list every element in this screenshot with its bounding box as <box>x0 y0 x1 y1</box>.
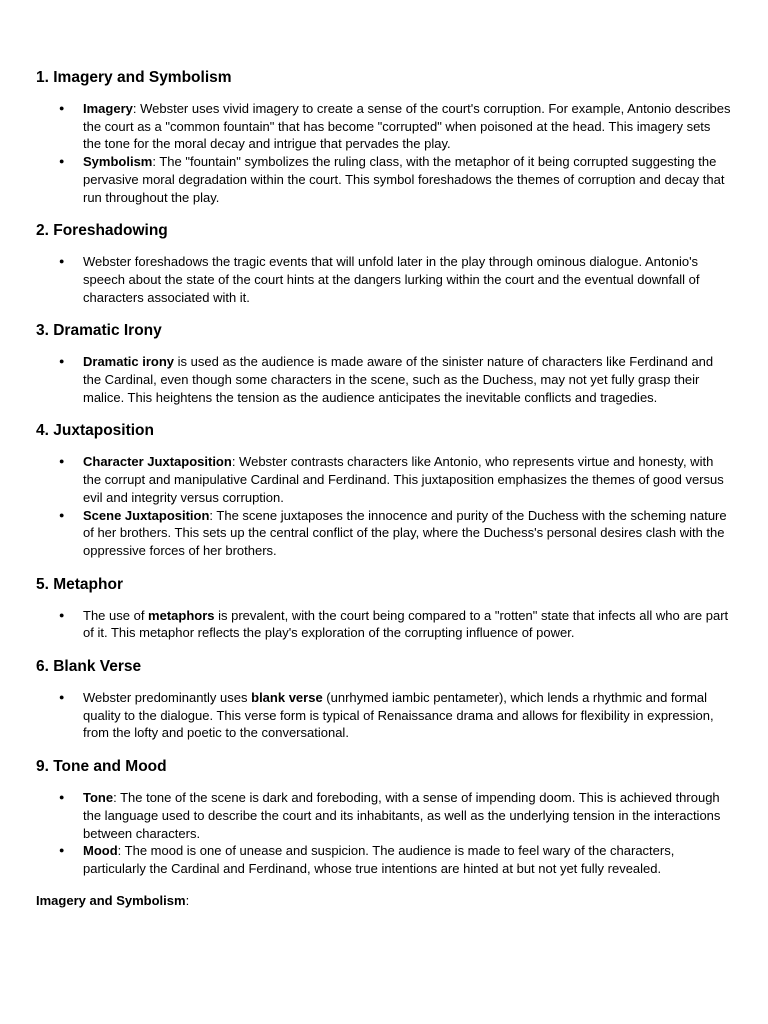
section-heading: 4. Juxtaposition <box>36 422 154 440</box>
bullet-term: Dramatic irony <box>83 354 175 370</box>
bullet-term: Mood <box>83 843 118 859</box>
bullet-item <box>36 153 732 206</box>
bullet-item <box>36 453 732 506</box>
bullet-list <box>36 689 732 742</box>
bullet-item <box>36 100 732 153</box>
section-heading: 9. Tone and Mood <box>36 758 167 776</box>
bullet-item <box>36 353 732 406</box>
section-spacer <box>36 742 732 756</box>
bullet-list <box>36 789 732 878</box>
bullet-text: : Webster contrasts characters like Antonio, who represents virtue and honesty, with the corrupt and manipulative Cardinal and Ferdinand. This juxtaposition emphasizes the themes of good versus evil and integrity versus corruption. <box>83 454 724 505</box>
section-spacer <box>36 642 732 656</box>
bullet-text: : The tone of the scene is dark and foreboding, with a sense of impending doom. This is achieved through the language used to describe the court and its inhabitants, as well as the underlying tension in the interactions between characters. <box>83 790 721 841</box>
bullet-term: blank verse <box>251 690 323 706</box>
section <box>36 320 732 406</box>
tail-term: Imagery and Symbolism <box>36 892 186 908</box>
bullet-text: is prevalent, with the court being compared to a "rotten" state that infects all who are part of it. This metaphor reflects the play's exploration of the corrupting influence of power. <box>83 607 729 641</box>
bullet-term: Imagery <box>83 101 133 116</box>
section-heading: 1. Imagery and Symbolism <box>36 69 232 86</box>
bullet-item <box>36 842 732 877</box>
section <box>36 656 732 742</box>
bullet-lead-text: Webster predominantly uses <box>83 690 252 706</box>
bullet-item <box>36 507 732 560</box>
section-heading: 2. Foreshadowing <box>36 222 168 240</box>
bullet-text: is used as the audience is made aware of the sinister nature of characters like Ferdinand and the Cardinal, even though some characters in the scene, such as the Duchess, may not yet fully grasp their malice. This heightens the tension as the audience anticipates the inevitable conflicts and tragedies. <box>83 354 714 405</box>
section-heading: 5. Metaphor <box>36 575 123 593</box>
bullet-item <box>36 607 732 642</box>
section-spacer <box>36 560 732 574</box>
bullet-item <box>36 689 732 742</box>
bullet-term: metaphors <box>148 607 215 623</box>
bullet-lead-text: The use of <box>83 607 149 623</box>
bullet-text: : The mood is one of unease and suspicion. The audience is made to feel wary of the characters, particularly the Cardinal and Ferdinand, whose true intentions are hinted at but not yet fully revealed. <box>83 843 675 876</box>
section-spacer <box>36 406 732 420</box>
bullet-list <box>36 253 732 306</box>
bullet-text: Webster foreshadows the tragic events that will unfold later in the play through ominous dialogue. Antonio's speech about the state of the court hints at the dangers lurking within the court and the eventual downfall of characters associated with it. <box>83 254 700 305</box>
bullet-text: : The scene juxtaposes the innocence and purity of the Duchess with the scheming nature of her brothers. This sets up the central conflict of the play, where the Duchess's personal desires clash with the oppressive forces of her brothers. <box>83 507 727 558</box>
bullet-list <box>36 353 732 406</box>
section-heading: 6. Blank Verse <box>36 658 142 676</box>
bullet-term: Symbolism <box>83 154 153 170</box>
bullet-list <box>36 453 732 559</box>
section-spacer <box>36 206 732 220</box>
section <box>36 756 732 878</box>
tail-text: : <box>185 892 190 908</box>
bullet-list <box>36 607 732 642</box>
bullet-text: (unrhymed iambic pentameter), which lends a rhythmic and formal quality to the dialogue. This verse form is typical of Renaissance drama and allows for flexibility in expression, from the lofty and poetic to the conversational. <box>83 690 714 741</box>
section <box>36 220 732 306</box>
bullet-text: : Webster uses vivid imagery to create a sense of the court's corruption. For example, Antonio describes the court as a "common fountain" that has become "corrupted" when poisoned at the head. This imagery sets the tone for the moral decay and intrigue that pervades the play. <box>83 101 731 152</box>
bullet-item <box>36 789 732 842</box>
bullet-item <box>36 253 732 306</box>
section <box>36 67 732 206</box>
section <box>36 574 732 642</box>
section-heading: 3. Dramatic Irony <box>36 322 162 340</box>
document-body <box>36 67 732 878</box>
section-spacer <box>36 306 732 320</box>
bullet-term: Scene Juxtaposition <box>83 507 210 523</box>
bullet-list <box>36 100 732 206</box>
section <box>36 420 732 559</box>
bullet-term: Tone <box>83 790 114 806</box>
bullet-text: : The "fountain" symbolizes the ruling class, with the metaphor of it being corrupted suggesting the pervasive moral degradation within the court. This symbol foreshadows the themes of corruption and decay that run throughout the play. <box>83 154 725 205</box>
trailing-paragraph <box>36 892 732 910</box>
bullet-term: Character Juxtaposition <box>83 454 232 470</box>
